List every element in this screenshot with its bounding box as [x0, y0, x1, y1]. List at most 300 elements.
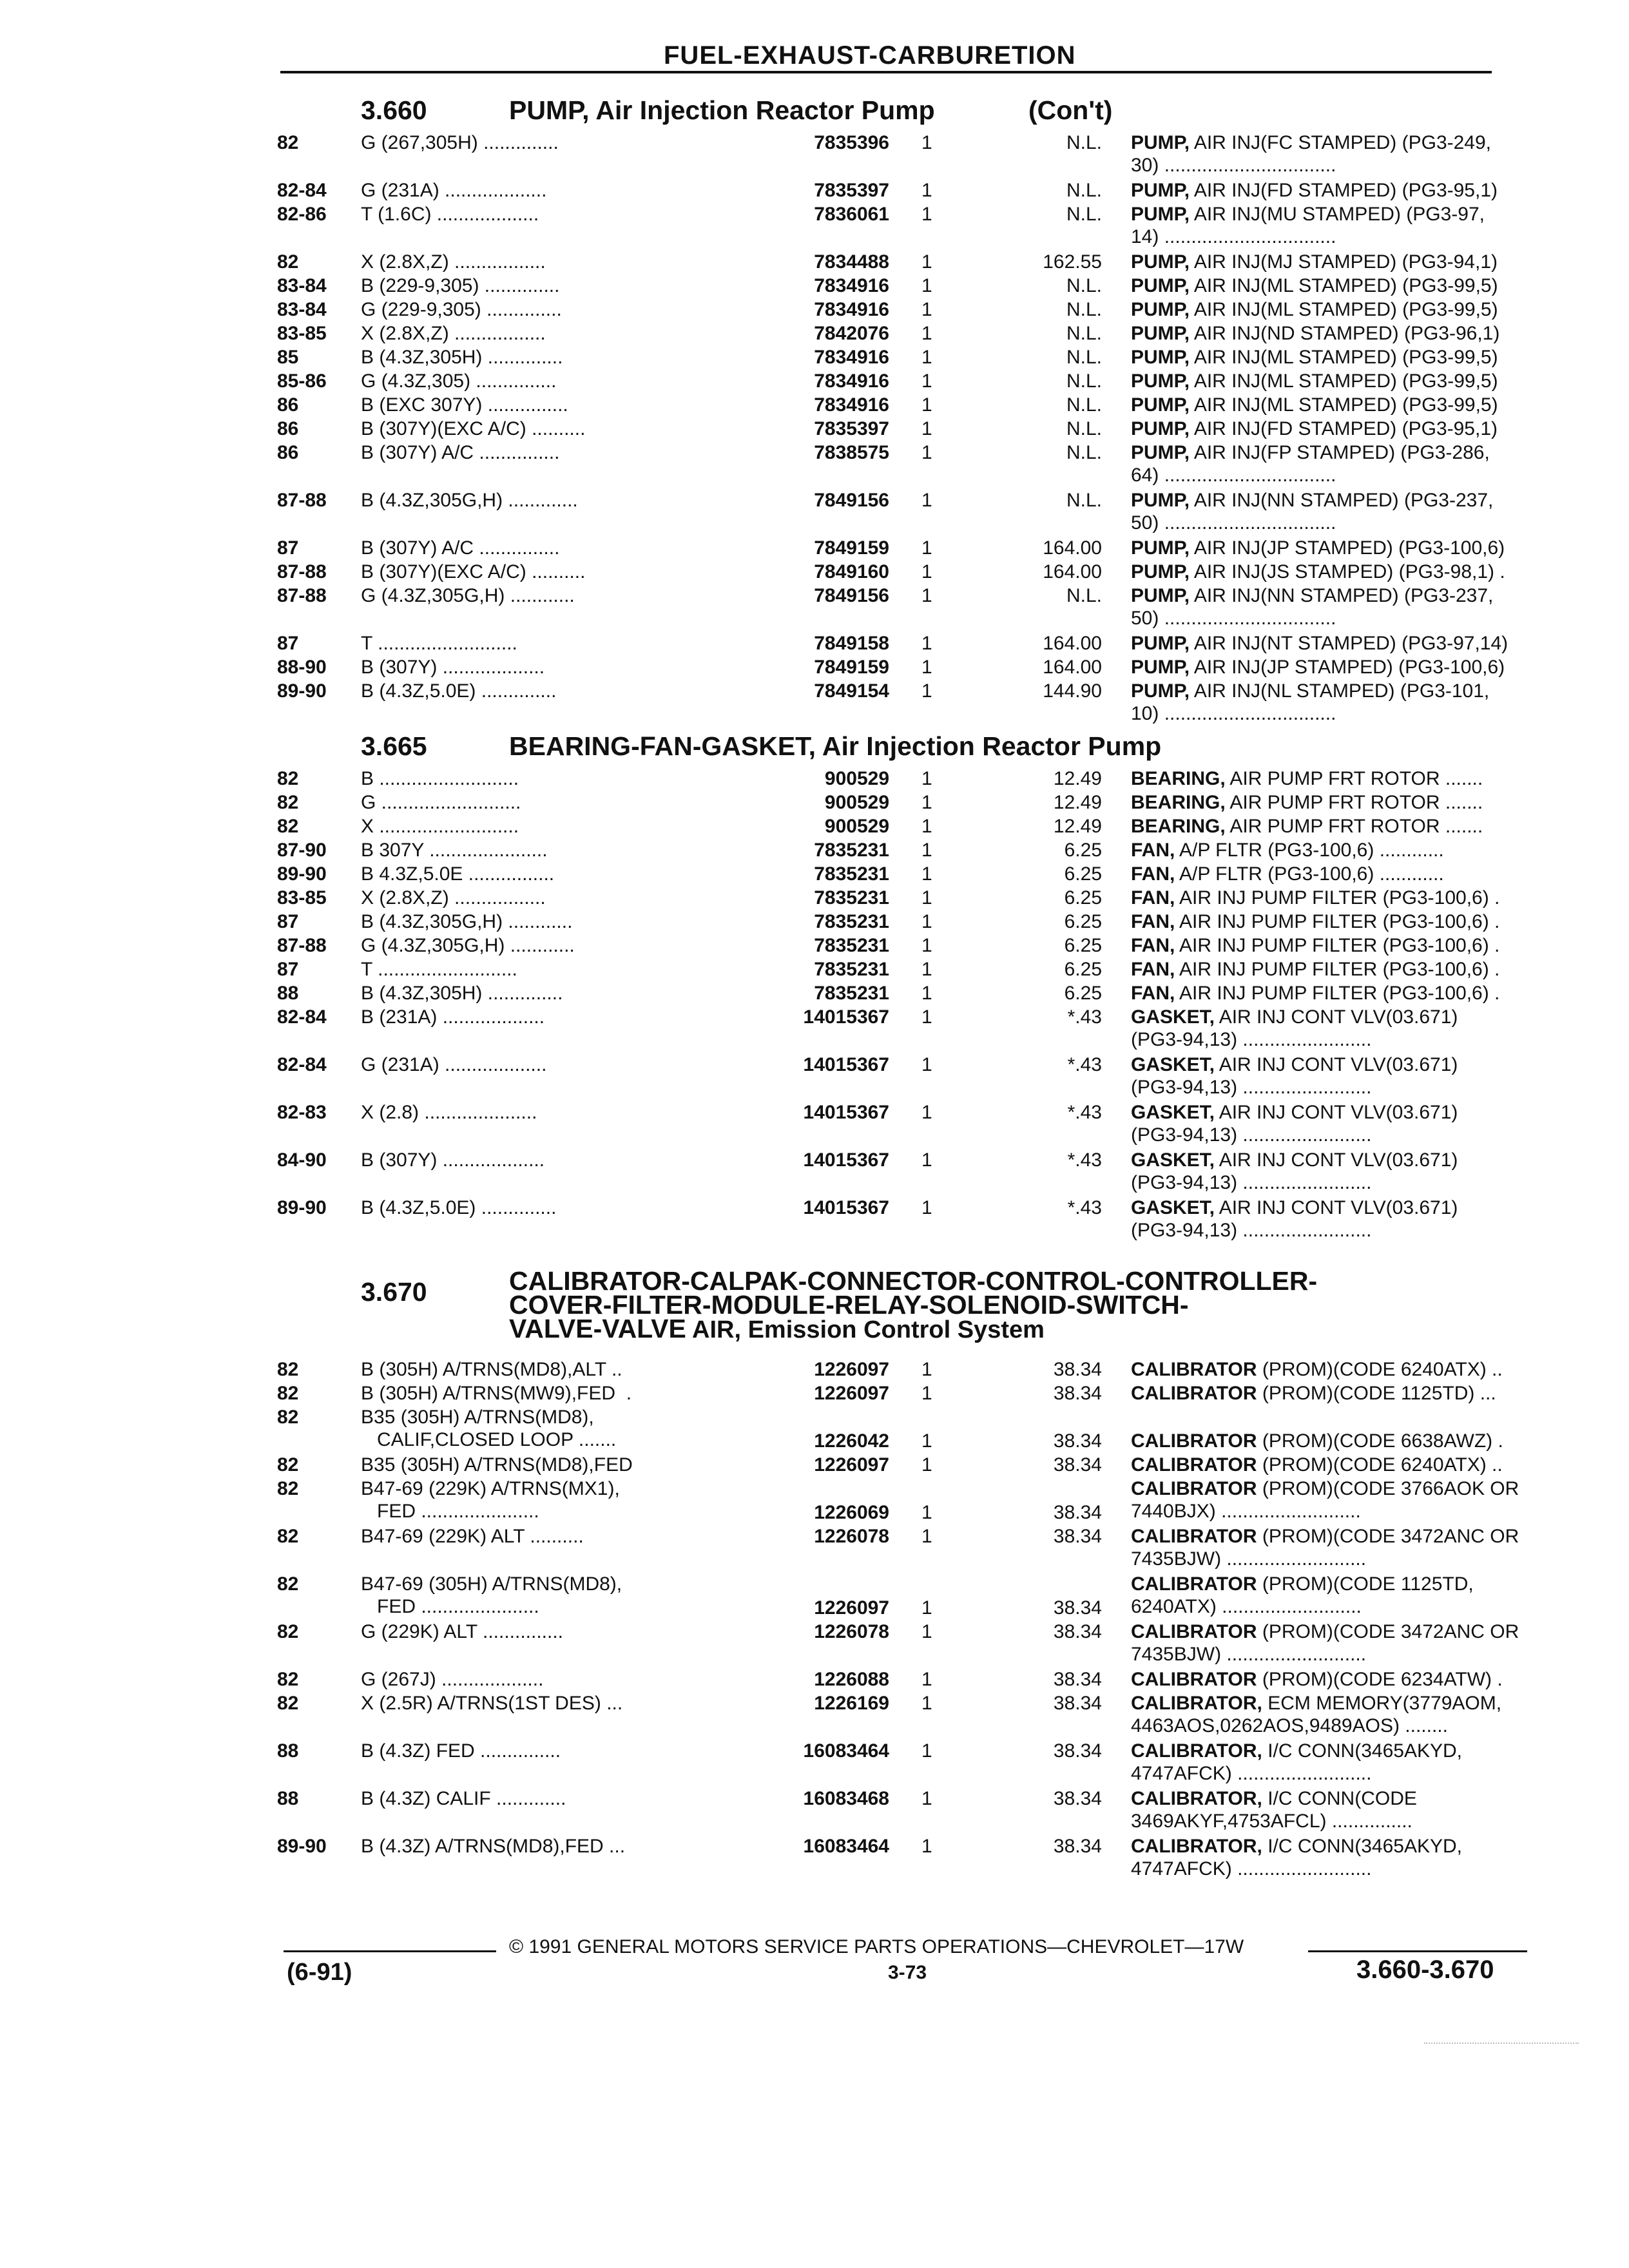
- application: B (305H) A/TRNS(MD8),ALT ..: [361, 1359, 622, 1380]
- application: G (4.3Z,305G,H) ............: [361, 935, 575, 956]
- model-year: 87-88: [277, 490, 327, 511]
- quantity: 1: [921, 935, 932, 956]
- price: 38.34: [1053, 1669, 1102, 1690]
- model-year: 82-83: [277, 1102, 327, 1123]
- part-name: PUMP,: [1131, 442, 1190, 463]
- part-row: [277, 203, 1514, 251]
- price: 144.90: [1043, 680, 1102, 702]
- model-year: 87-88: [277, 935, 327, 956]
- price: 6.25: [1064, 959, 1102, 980]
- part-number: 7835231: [814, 840, 889, 861]
- quantity: 1: [921, 132, 932, 153]
- part-description: PUMP, AIR INJ(ND STAMPED) (PG3-96,1): [1131, 323, 1500, 344]
- quantity: 1: [921, 442, 932, 463]
- price: 162.55: [1043, 251, 1102, 273]
- part-name: BEARING,: [1131, 816, 1226, 837]
- application: B (4.3Z,5.0E) ..............: [361, 1197, 557, 1218]
- section-title: [509, 1266, 1318, 1343]
- model-year: 87-88: [277, 585, 327, 606]
- price: 38.34: [1053, 1693, 1102, 1714]
- part-name: CALIBRATOR: [1131, 1454, 1257, 1475]
- part-name: GASKET,: [1131, 1006, 1215, 1028]
- part-description: CALIBRATOR, I/C CONN(3465AKYD, 4747AFCK) .........................: [1131, 1740, 1462, 1784]
- price: 6.25: [1064, 935, 1102, 956]
- part-description: FAN, AIR INJ PUMP FILTER (PG3-100,6) .: [1131, 887, 1500, 908]
- price: N.L.: [1066, 132, 1102, 153]
- footer-date: (6-91): [287, 1959, 352, 1986]
- part-row: [277, 584, 1514, 632]
- model-year: 86: [277, 442, 299, 463]
- part-row: [277, 680, 1514, 727]
- quantity: 1: [921, 180, 932, 201]
- part-number: 7849156: [814, 585, 889, 606]
- part-description: CALIBRATOR (PROM)(CODE 6240ATX) ..: [1131, 1359, 1503, 1380]
- application: G (4.3Z,305) ...............: [361, 370, 557, 392]
- model-year: 83-85: [277, 887, 327, 908]
- model-year: 87-90: [277, 840, 327, 861]
- page-edge-mark: [1424, 2042, 1579, 2044]
- price: *.43: [1067, 1006, 1102, 1028]
- application: G (229-9,305) ..............: [361, 299, 562, 320]
- price: N.L.: [1066, 180, 1102, 201]
- section-title: [509, 731, 1161, 762]
- model-year: 82: [277, 1573, 299, 1595]
- application: B (307Y) A/C ...............: [361, 442, 560, 463]
- quantity: 1: [921, 863, 932, 885]
- part-name: GASKET,: [1131, 1149, 1215, 1171]
- quantity: 1: [921, 347, 932, 368]
- price: 38.34: [1053, 1740, 1102, 1762]
- price: 12.49: [1053, 792, 1102, 813]
- part-number: 1226097: [814, 1454, 889, 1475]
- price: N.L.: [1066, 299, 1102, 320]
- price: *.43: [1067, 1197, 1102, 1218]
- part-name: BEARING,: [1131, 768, 1226, 789]
- part-row: [277, 767, 1514, 791]
- model-year: 82-84: [277, 180, 327, 201]
- price: 38.34: [1053, 1621, 1102, 1642]
- part-number: 900529: [824, 768, 889, 789]
- section-subtitle: AIR, Emission Control System: [686, 1316, 1045, 1343]
- part-row: [277, 1740, 1514, 1787]
- section-number: 3.660: [361, 95, 427, 125]
- quantity: 1: [921, 840, 932, 861]
- price: N.L.: [1066, 394, 1102, 416]
- part-number: 1226097: [814, 1597, 889, 1619]
- part-row: [277, 441, 1514, 489]
- part-name: PUMP,: [1131, 657, 1190, 678]
- quantity: 1: [921, 1740, 932, 1762]
- part-number: 7849159: [814, 537, 889, 559]
- part-description: CALIBRATOR (PROM)(CODE 1125TD) ...: [1131, 1383, 1496, 1404]
- part-number: 7835397: [814, 180, 889, 201]
- quantity: 1: [921, 1359, 932, 1380]
- part-row: [277, 394, 1514, 418]
- section-heading: [277, 1262, 1514, 1358]
- part-number: 7834916: [814, 394, 889, 416]
- part-description: CALIBRATOR, I/C CONN(CODE 3469AKYF,4753AFCL) ...............: [1131, 1788, 1417, 1832]
- quantity: 1: [921, 1597, 932, 1619]
- quantity: 1: [921, 1454, 932, 1475]
- part-row: [277, 1787, 1514, 1835]
- quantity: 1: [921, 490, 932, 511]
- model-year: 82-86: [277, 204, 327, 225]
- part-name: CALIBRATOR: [1131, 1383, 1257, 1404]
- part-name: PUMP,: [1131, 418, 1190, 439]
- part-row: [277, 561, 1514, 584]
- part-description: CALIBRATOR (PROM)(CODE 6234ATW) .: [1131, 1669, 1503, 1690]
- application: B (305H) A/TRNS(MW9),FED .: [361, 1383, 632, 1404]
- model-year: 82: [277, 1454, 299, 1475]
- part-number: 7834916: [814, 299, 889, 320]
- application: X (2.8X,Z) .................: [361, 323, 546, 344]
- part-row: [277, 251, 1514, 274]
- part-number: 900529: [824, 792, 889, 813]
- part-row: [277, 1668, 1514, 1692]
- part-description: BEARING, AIR PUMP FRT ROTOR .......: [1131, 792, 1483, 813]
- part-description: PUMP, AIR INJ(NN STAMPED) (PG3-237, 50) ................................: [1131, 490, 1494, 533]
- part-row: [277, 863, 1514, 887]
- quantity: 1: [921, 1197, 932, 1218]
- part-description: PUMP, AIR INJ(ML STAMPED) (PG3-99,5): [1131, 299, 1498, 320]
- quantity: 1: [921, 1693, 932, 1714]
- part-name: PUMP,: [1131, 370, 1190, 392]
- quantity: 1: [921, 418, 932, 439]
- footer-rule-right: [1308, 1950, 1527, 1952]
- quantity: 1: [921, 1669, 932, 1690]
- section-number: 3.665: [361, 731, 427, 761]
- part-number: 7842076: [814, 323, 889, 344]
- quantity: 1: [921, 251, 932, 273]
- quantity: 1: [921, 394, 932, 416]
- price: N.L.: [1066, 204, 1102, 225]
- model-year: 82: [277, 1526, 299, 1547]
- section-title-line: VALVE-VALVE AIR, Emission Control System: [509, 1314, 1045, 1343]
- model-year: 85-86: [277, 370, 327, 392]
- part-name: FAN,: [1131, 983, 1175, 1004]
- footer-section-range: 3.660-3.670: [1356, 1956, 1494, 1984]
- application: B (EXC 307Y) ...............: [361, 394, 568, 416]
- part-row: [277, 934, 1514, 958]
- part-row: [277, 910, 1514, 934]
- part-description: PUMP, AIR INJ(FP STAMPED) (PG3-286, 64) ................................: [1131, 442, 1490, 486]
- quantity: 1: [921, 1836, 932, 1857]
- application: G (231A) ...................: [361, 1054, 547, 1075]
- model-year: 89-90: [277, 1836, 327, 1857]
- quantity: 1: [921, 585, 932, 606]
- quantity: 1: [921, 657, 932, 678]
- part-name: PUMP,: [1131, 323, 1190, 344]
- part-name: FAN,: [1131, 863, 1175, 885]
- part-description: PUMP, AIR INJ(MU STAMPED) (PG3-97, 14) ................................: [1131, 204, 1485, 247]
- part-number: 16083464: [803, 1836, 889, 1857]
- part-description: PUMP, AIR INJ(NT STAMPED) (PG3-97,14): [1131, 633, 1509, 654]
- application: X (2.8X,Z) .................: [361, 887, 546, 908]
- price: 38.34: [1053, 1788, 1102, 1809]
- part-description: PUMP, AIR INJ(ML STAMPED) (PG3-99,5): [1131, 370, 1498, 392]
- part-description: PUMP, AIR INJ(FD STAMPED) (PG3-95,1): [1131, 180, 1498, 201]
- part-row: [277, 656, 1514, 680]
- part-description: FAN, AIR INJ PUMP FILTER (PG3-100,6) .: [1131, 959, 1500, 980]
- price: *.43: [1067, 1149, 1102, 1171]
- price: N.L.: [1066, 490, 1102, 511]
- quantity: 1: [921, 959, 932, 980]
- quantity: 1: [921, 275, 932, 296]
- part-name: PUMP,: [1131, 180, 1190, 201]
- part-name: CALIBRATOR: [1131, 1430, 1257, 1452]
- price: *.43: [1067, 1102, 1102, 1123]
- part-number: 900529: [824, 816, 889, 837]
- quantity: 1: [921, 370, 932, 392]
- application: B47-69 (229K) A/TRNS(MX1), FED ......................: [361, 1478, 620, 1522]
- part-description: PUMP, AIR INJ(ML STAMPED) (PG3-99,5): [1131, 394, 1498, 416]
- price: 38.34: [1053, 1502, 1102, 1523]
- application: B (4.3Z) A/TRNS(MD8),FED ...: [361, 1836, 626, 1857]
- application: B (307Y)(EXC A/C) ..........: [361, 418, 586, 439]
- price: 38.34: [1053, 1359, 1102, 1380]
- part-name: PUMP,: [1131, 299, 1190, 320]
- part-row: [277, 1573, 1514, 1620]
- application: T ..........................: [361, 959, 517, 980]
- part-number: 7836061: [814, 204, 889, 225]
- page-header-title: FUEL-EXHAUST-CARBURETION: [664, 41, 1076, 70]
- part-number: 7835231: [814, 983, 889, 1004]
- application: B (4.3Z) FED ...............: [361, 1740, 561, 1762]
- part-row: [277, 1053, 1514, 1101]
- part-name: PUMP,: [1131, 275, 1190, 296]
- model-year: 88-90: [277, 657, 327, 678]
- part-number: 1226042: [814, 1430, 889, 1452]
- quantity: 1: [921, 768, 932, 789]
- part-number: 14015367: [803, 1102, 889, 1123]
- application: G (4.3Z,305G,H) ............: [361, 585, 575, 606]
- model-year: 82: [277, 132, 299, 153]
- part-number: 7838575: [814, 442, 889, 463]
- price: 164.00: [1043, 657, 1102, 678]
- model-year: 82: [277, 1693, 299, 1714]
- quantity: 1: [921, 1526, 932, 1547]
- part-description: CALIBRATOR (PROM)(CODE 3472ANC OR 7435BJW) ..........................: [1131, 1621, 1519, 1665]
- quantity: 1: [921, 911, 932, 932]
- part-row: [277, 322, 1514, 346]
- part-number: 7835397: [814, 418, 889, 439]
- section-title-line: COVER-FILTER-MODULE-RELAY-SOLENOID-SWITCH-: [509, 1290, 1189, 1320]
- part-row: [277, 958, 1514, 982]
- model-year: 82: [277, 768, 299, 789]
- part-row: [277, 537, 1514, 561]
- part-name: GASKET,: [1131, 1102, 1215, 1123]
- part-name: GASKET,: [1131, 1197, 1215, 1218]
- model-year: 89-90: [277, 863, 327, 885]
- quantity: 1: [921, 1502, 932, 1523]
- part-number: 1226169: [814, 1693, 889, 1714]
- model-year: 82-84: [277, 1054, 327, 1075]
- application: X ..........................: [361, 816, 519, 837]
- catalog-section: [277, 95, 1514, 727]
- price: 6.25: [1064, 911, 1102, 932]
- quantity: 1: [921, 204, 932, 225]
- part-name: CALIBRATOR,: [1131, 1740, 1262, 1762]
- part-row: [277, 489, 1514, 537]
- part-row: [277, 1406, 1514, 1454]
- part-number: 1226097: [814, 1359, 889, 1380]
- application: B (4.3Z,305G,H) ............: [361, 911, 573, 932]
- part-description: PUMP, AIR INJ(FC STAMPED) (PG3-249, 30) ................................: [1131, 132, 1492, 176]
- part-row: [277, 1692, 1514, 1740]
- application: B ..........................: [361, 768, 519, 789]
- price: 6.25: [1064, 983, 1102, 1004]
- price: 38.34: [1053, 1836, 1102, 1857]
- model-year: 82-84: [277, 1006, 327, 1028]
- model-year: 82: [277, 251, 299, 273]
- quantity: 1: [921, 1621, 932, 1642]
- application: G (267,305H) ..............: [361, 132, 559, 153]
- model-year: 82: [277, 816, 299, 837]
- part-row: [277, 982, 1514, 1006]
- price: N.L.: [1066, 323, 1102, 344]
- application: B 4.3Z,5.0E ................: [361, 863, 555, 885]
- header-rule: [280, 71, 1492, 73]
- part-number: 1226097: [814, 1383, 889, 1404]
- application: X (2.8X,Z) .................: [361, 251, 546, 273]
- part-row: [277, 1382, 1514, 1406]
- price: 38.34: [1053, 1526, 1102, 1547]
- part-description: PUMP, AIR INJ(JP STAMPED) (PG3-100,6): [1131, 657, 1505, 678]
- part-number: 7834916: [814, 347, 889, 368]
- part-name: CALIBRATOR,: [1131, 1788, 1262, 1809]
- catalog-section: [277, 731, 1514, 1244]
- section-number: 3.670: [361, 1277, 427, 1307]
- part-row: [277, 346, 1514, 370]
- quantity: 1: [921, 680, 932, 702]
- part-name: BEARING,: [1131, 792, 1226, 813]
- part-description: PUMP, AIR INJ(ML STAMPED) (PG3-99,5): [1131, 275, 1498, 296]
- part-row: [277, 274, 1514, 298]
- part-description: GASKET, AIR INJ CONT VLV(03.671) (PG3-94,13) ........................: [1131, 1054, 1458, 1098]
- part-name: FAN,: [1131, 887, 1175, 908]
- price: 164.00: [1043, 537, 1102, 559]
- part-name: PUMP,: [1131, 490, 1190, 511]
- section-title-line: PUMP, Air Injection Reactor Pump: [509, 95, 935, 125]
- section-heading: [277, 731, 1514, 767]
- part-row: [277, 1101, 1514, 1149]
- part-description: CALIBRATOR, ECM MEMORY(3779AOM, 4463AOS,0262AOS,9489AOS) ........: [1131, 1693, 1502, 1736]
- price: N.L.: [1066, 418, 1102, 439]
- part-row: [277, 1358, 1514, 1382]
- part-name: PUMP,: [1131, 537, 1190, 559]
- part-name: FAN,: [1131, 840, 1175, 861]
- part-number: 14015367: [803, 1054, 889, 1075]
- application: T (1.6C) ...................: [361, 204, 539, 225]
- part-row: [277, 1620, 1519, 1668]
- quantity: 1: [921, 561, 932, 582]
- part-description: CALIBRATOR (PROM)(CODE 6638AWZ) .: [1131, 1430, 1503, 1452]
- part-row: [277, 791, 1514, 815]
- part-description: FAN, A/P FLTR (PG3-100,6) ............: [1131, 840, 1444, 861]
- application: B (307Y) A/C ...............: [361, 537, 560, 559]
- part-number: 7835231: [814, 911, 889, 932]
- part-description: BEARING, AIR PUMP FRT ROTOR .......: [1131, 768, 1483, 789]
- quantity: 1: [921, 887, 932, 908]
- model-year: 87: [277, 911, 299, 932]
- section-title-line: CALIBRATOR-CALPAK-CONNECTOR-CONTROL-CONTROLLER-: [509, 1266, 1318, 1296]
- part-number: 16083468: [803, 1788, 889, 1809]
- quantity: 1: [921, 1006, 932, 1028]
- application: G ..........................: [361, 792, 521, 813]
- model-year: 82: [277, 792, 299, 813]
- part-row: [277, 1525, 1519, 1573]
- price: 6.25: [1064, 887, 1102, 908]
- part-description: PUMP, AIR INJ(FD STAMPED) (PG3-95,1): [1131, 418, 1498, 439]
- part-number: 1226069: [814, 1502, 889, 1523]
- application: B (307Y) ...................: [361, 1149, 545, 1171]
- price: N.L.: [1066, 347, 1102, 368]
- part-name: FAN,: [1131, 959, 1175, 980]
- price: 6.25: [1064, 840, 1102, 861]
- application: B (231A) ...................: [361, 1006, 545, 1028]
- quantity: 1: [921, 1149, 932, 1171]
- model-year: 84-90: [277, 1149, 327, 1171]
- part-row: [277, 839, 1514, 863]
- quantity: 1: [921, 299, 932, 320]
- price: N.L.: [1066, 585, 1102, 606]
- part-number: 7835231: [814, 935, 889, 956]
- application: G (267J) ...................: [361, 1669, 544, 1690]
- price: 38.34: [1053, 1383, 1102, 1404]
- part-row: [277, 1196, 1514, 1244]
- part-description: FAN, AIR INJ PUMP FILTER (PG3-100,6) .: [1131, 983, 1500, 1004]
- part-description: PUMP, AIR INJ(JP STAMPED) (PG3-100,6): [1131, 537, 1505, 559]
- catalog-section: [277, 1262, 1519, 1883]
- section-heading: [277, 95, 1514, 131]
- part-number: 7849156: [814, 490, 889, 511]
- model-year: 82: [277, 1621, 299, 1642]
- model-year: 88: [277, 1788, 299, 1809]
- part-description: PUMP, AIR INJ(ML STAMPED) (PG3-99,5): [1131, 347, 1498, 368]
- part-number: 1226088: [814, 1669, 889, 1690]
- application: B (4.3Z,305H) ..............: [361, 983, 563, 1004]
- model-year: 87: [277, 537, 299, 559]
- part-number: 1226078: [814, 1526, 889, 1547]
- application: B47-69 (305H) A/TRNS(MD8), FED ......................: [361, 1573, 622, 1617]
- model-year: 82: [277, 1407, 299, 1428]
- model-year: 87: [277, 633, 299, 654]
- part-name: CALIBRATOR: [1131, 1359, 1257, 1380]
- part-name: PUMP,: [1131, 251, 1190, 273]
- price: N.L.: [1066, 275, 1102, 296]
- part-description: FAN, A/P FLTR (PG3-100,6) ............: [1131, 863, 1444, 885]
- part-row: [277, 887, 1514, 910]
- part-row: [277, 1835, 1514, 1883]
- application: B47-69 (229K) ALT ..........: [361, 1526, 584, 1547]
- price: 6.25: [1064, 863, 1102, 885]
- model-year: 85: [277, 347, 299, 368]
- application: B35 (305H) A/TRNS(MD8), CALIF,CLOSED LOOP .......: [361, 1407, 617, 1450]
- application: B35 (305H) A/TRNS(MD8),FED: [361, 1454, 633, 1475]
- model-year: 88: [277, 983, 299, 1004]
- part-name: CALIBRATOR: [1131, 1573, 1257, 1595]
- part-name: PUMP,: [1131, 394, 1190, 416]
- application: B (307Y)(EXC A/C) ..........: [361, 561, 586, 582]
- price: N.L.: [1066, 370, 1102, 392]
- part-description: BEARING, AIR PUMP FRT ROTOR .......: [1131, 816, 1483, 837]
- part-number: 7835231: [814, 887, 889, 908]
- application: B (229-9,305) ..............: [361, 275, 560, 296]
- model-year: 89-90: [277, 680, 327, 702]
- price: *.43: [1067, 1054, 1102, 1075]
- application: B (4.3Z,5.0E) ..............: [361, 680, 557, 702]
- model-year: 86: [277, 418, 299, 439]
